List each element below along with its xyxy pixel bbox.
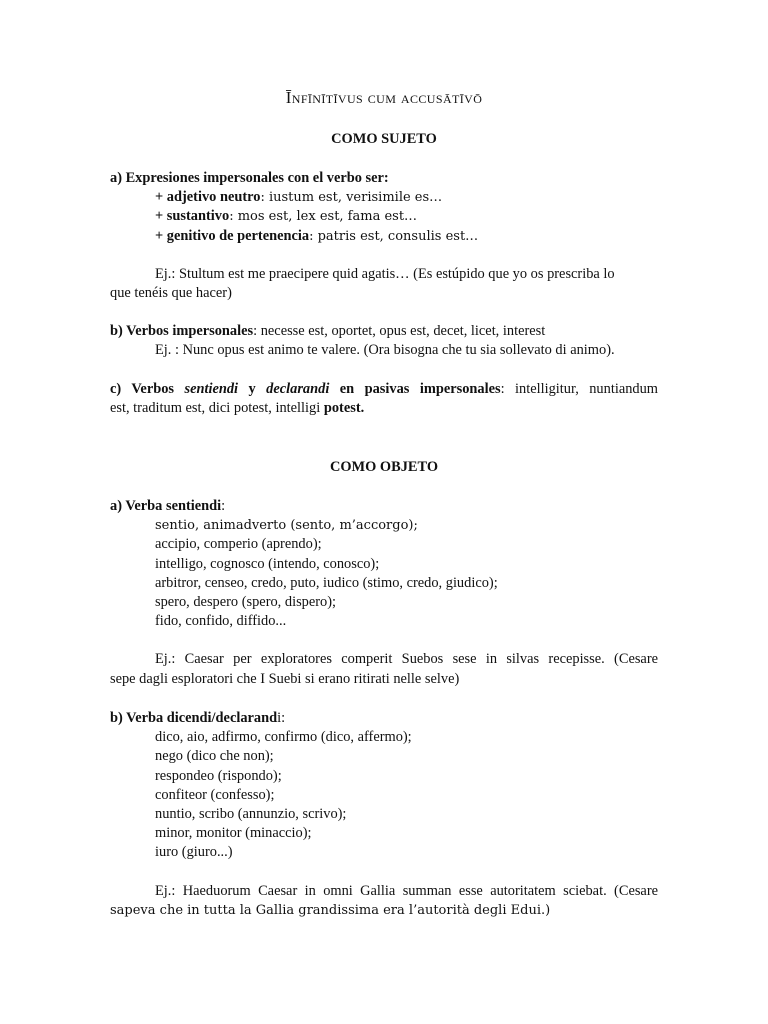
objeto-b-item: nego (dico che non); xyxy=(155,748,274,765)
objeto-b-item: iuro (giuro...) xyxy=(155,844,233,861)
sujeto-a-block xyxy=(110,169,658,303)
sujeto-a-item: + adjetivo neutro: iustum est, verisimile es… xyxy=(155,189,443,206)
objeto-a-item: sentio, animadverto (sento, m’accorgo); xyxy=(155,518,418,534)
sujeto-a-heading: a) Expresiones impersonales con el verbo ser: xyxy=(110,170,389,186)
objeto-a-item: accipio, comperio (aprendo); xyxy=(155,536,322,553)
sujeto-c-heading: c) Verbos sentiendi y declarandi en pasivas impersonales: intelligitur, nuntiandum xyxy=(110,381,658,397)
sujeto-b-heading: b) Verbos impersonales: necesse est, oportet, opus est, decet, licet, interest xyxy=(110,323,546,339)
objeto-a-item: spero, despero (spero, dispero); xyxy=(155,594,337,611)
sujeto-c-cont: est, traditum est, dici potest, intelligi potest. xyxy=(110,400,365,417)
section-heading-sujeto: COMO SUJETO xyxy=(331,131,437,147)
objeto-a-item: intelligo, cognosco (intendo, conosco); xyxy=(155,555,380,572)
sujeto-a-item: + sustantivo: mos est, lex est, fama est… xyxy=(155,208,418,225)
objeto-b-example: Ej.: Haeduorum Caesar in omni Gallia summan esse autoritatem sciebat. (Cesare xyxy=(155,882,658,899)
sujeto-c-block xyxy=(110,380,658,418)
sujeto-a-item: + genitivo de pertenencia: patris est, consulis est… xyxy=(155,227,479,244)
objeto-b-item: confiteor (confesso); xyxy=(155,786,275,803)
sujeto-a-example-cont: que tenéis que hacer) xyxy=(110,285,232,302)
objeto-a-example: Ej.: Caesar per exploratores comperit Suebos sese in silvas recepisse. (Cesare xyxy=(155,651,658,668)
objeto-b-example-cont: sapeva che in tutta la Gallia grandissima era l’autorità degli Edui.) xyxy=(110,902,551,918)
sujeto-b-example: Ej. : Nunc opus est animo te valere. (Ora bisogna che tu sia sollevato di animo). xyxy=(155,342,615,359)
objeto-a-item: fido, confido, diffido... xyxy=(155,613,287,630)
objeto-b-item: nuntio, scribo (annunzio, scrivo); xyxy=(155,806,347,823)
objeto-a-item: arbitror, censeo, credo, puto, iudico (stimo, credo, giudico); xyxy=(155,574,498,591)
objeto-b-heading: b) Verba dicendi/declarandi: xyxy=(110,710,286,726)
page-title: Īnfīnītīvus cum accusātīvō xyxy=(285,88,483,107)
sujeto-a-example: Ej.: Stultum est me praecipere quid agatis… (Es estúpido que yo os prescriba lo xyxy=(155,265,615,282)
objeto-b-item: minor, monitor (minaccio); xyxy=(155,825,312,842)
objeto-b-item: dico, aio, adfirmo, confirmo (dico, affermo); xyxy=(155,729,412,746)
objeto-b-item: respondeo (rispondo); xyxy=(155,767,282,784)
objeto-a-example-cont: sepe dagli esploratori che I Suebi si erano ritirati nelle selve) xyxy=(110,670,460,687)
sujeto-b-block xyxy=(110,322,658,360)
objeto-a-block xyxy=(110,497,658,689)
objeto-b-block xyxy=(110,709,658,920)
section-heading-objeto: COMO OBJETO xyxy=(329,459,439,475)
objeto-a-heading: a) Verba sentiendi: xyxy=(110,498,226,514)
